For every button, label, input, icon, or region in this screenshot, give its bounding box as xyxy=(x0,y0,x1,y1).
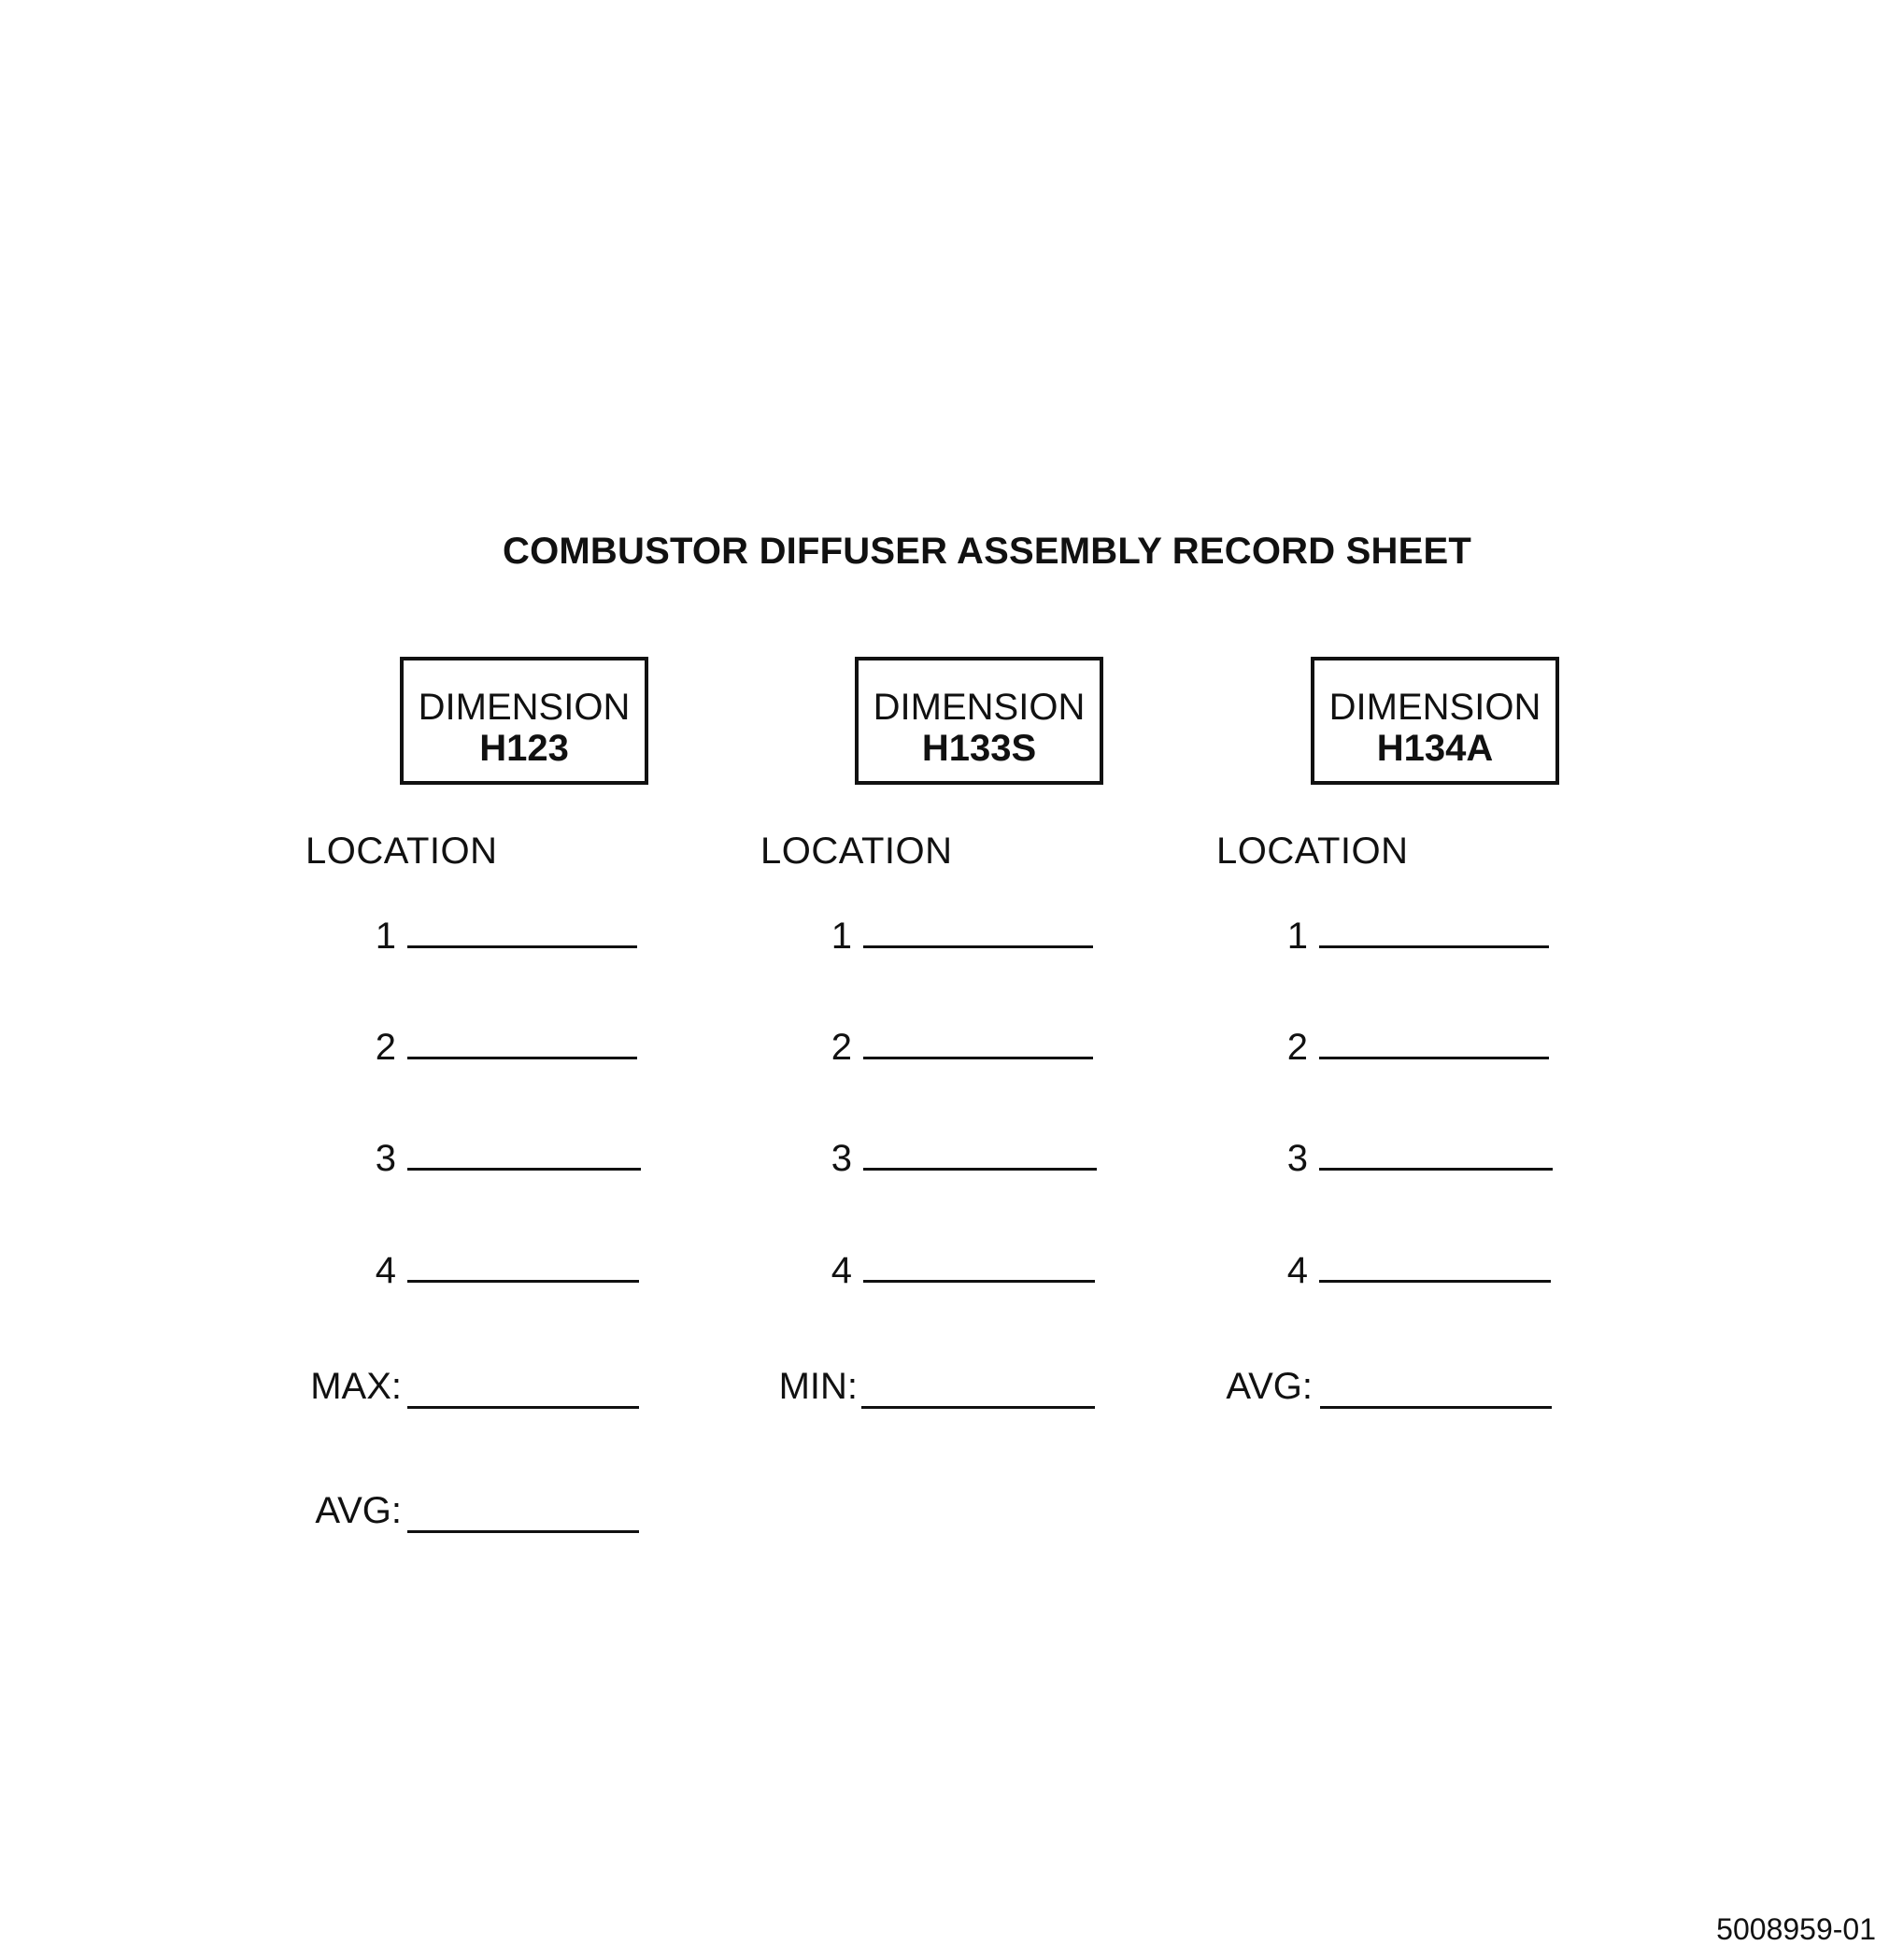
location-number: 4 xyxy=(375,1250,396,1291)
entry-line-h134a-3[interactable] xyxy=(1319,1168,1553,1171)
entry-line-h133s-4[interactable] xyxy=(863,1280,1095,1283)
location-number: 1 xyxy=(375,916,396,957)
location-number: 1 xyxy=(831,916,852,957)
location-number: 2 xyxy=(1286,1027,1308,1068)
avg-label: AVG: xyxy=(315,1490,402,1531)
dimension-code: H134A xyxy=(1376,728,1494,769)
entry-line-h123-4[interactable] xyxy=(407,1280,639,1283)
location-number: 4 xyxy=(1286,1250,1308,1291)
dimension-label: DIMENSION xyxy=(418,687,631,728)
dimension-code: H133S xyxy=(921,728,1037,769)
entry-line-h123-avg[interactable] xyxy=(407,1530,639,1533)
location-number: 2 xyxy=(375,1027,396,1068)
location-label: LOCATION xyxy=(760,831,953,872)
location-number: 3 xyxy=(375,1138,396,1179)
location-label: LOCATION xyxy=(305,831,498,872)
entry-line-h134a-avg[interactable] xyxy=(1320,1406,1552,1409)
dimension-box-h134a xyxy=(1311,657,1559,785)
entry-line-h123-1[interactable] xyxy=(407,945,637,948)
entry-line-h133s-min[interactable] xyxy=(861,1406,1095,1409)
document-number: 5008959-01 xyxy=(1716,1912,1876,1946)
dimension-code: H123 xyxy=(479,728,569,769)
entry-line-h123-3[interactable] xyxy=(407,1168,641,1171)
dimension-label: DIMENSION xyxy=(873,687,1086,728)
entry-line-h123-2[interactable] xyxy=(407,1057,637,1059)
entry-line-h134a-2[interactable] xyxy=(1319,1057,1549,1059)
page-title: COMBUSTOR DIFFUSER ASSEMBLY RECORD SHEET xyxy=(502,531,1471,572)
location-number: 3 xyxy=(831,1138,852,1179)
entry-line-h133s-2[interactable] xyxy=(863,1057,1093,1059)
entry-line-h134a-4[interactable] xyxy=(1319,1280,1551,1283)
min-label: MIN: xyxy=(778,1366,858,1407)
dimension-box-h123 xyxy=(400,657,648,785)
dimension-label: DIMENSION xyxy=(1328,687,1541,728)
entry-line-h133s-3[interactable] xyxy=(863,1168,1097,1171)
entry-line-h123-max[interactable] xyxy=(407,1406,639,1409)
entry-line-h133s-1[interactable] xyxy=(863,945,1093,948)
location-number: 1 xyxy=(1286,916,1308,957)
max-label: MAX: xyxy=(310,1366,402,1407)
location-number: 2 xyxy=(831,1027,852,1068)
location-number: 3 xyxy=(1286,1138,1308,1179)
entry-line-h134a-1[interactable] xyxy=(1319,945,1549,948)
location-label: LOCATION xyxy=(1216,831,1409,872)
location-number: 4 xyxy=(831,1250,852,1291)
avg-label: AVG: xyxy=(1226,1366,1313,1407)
dimension-box-h133s xyxy=(855,657,1103,785)
